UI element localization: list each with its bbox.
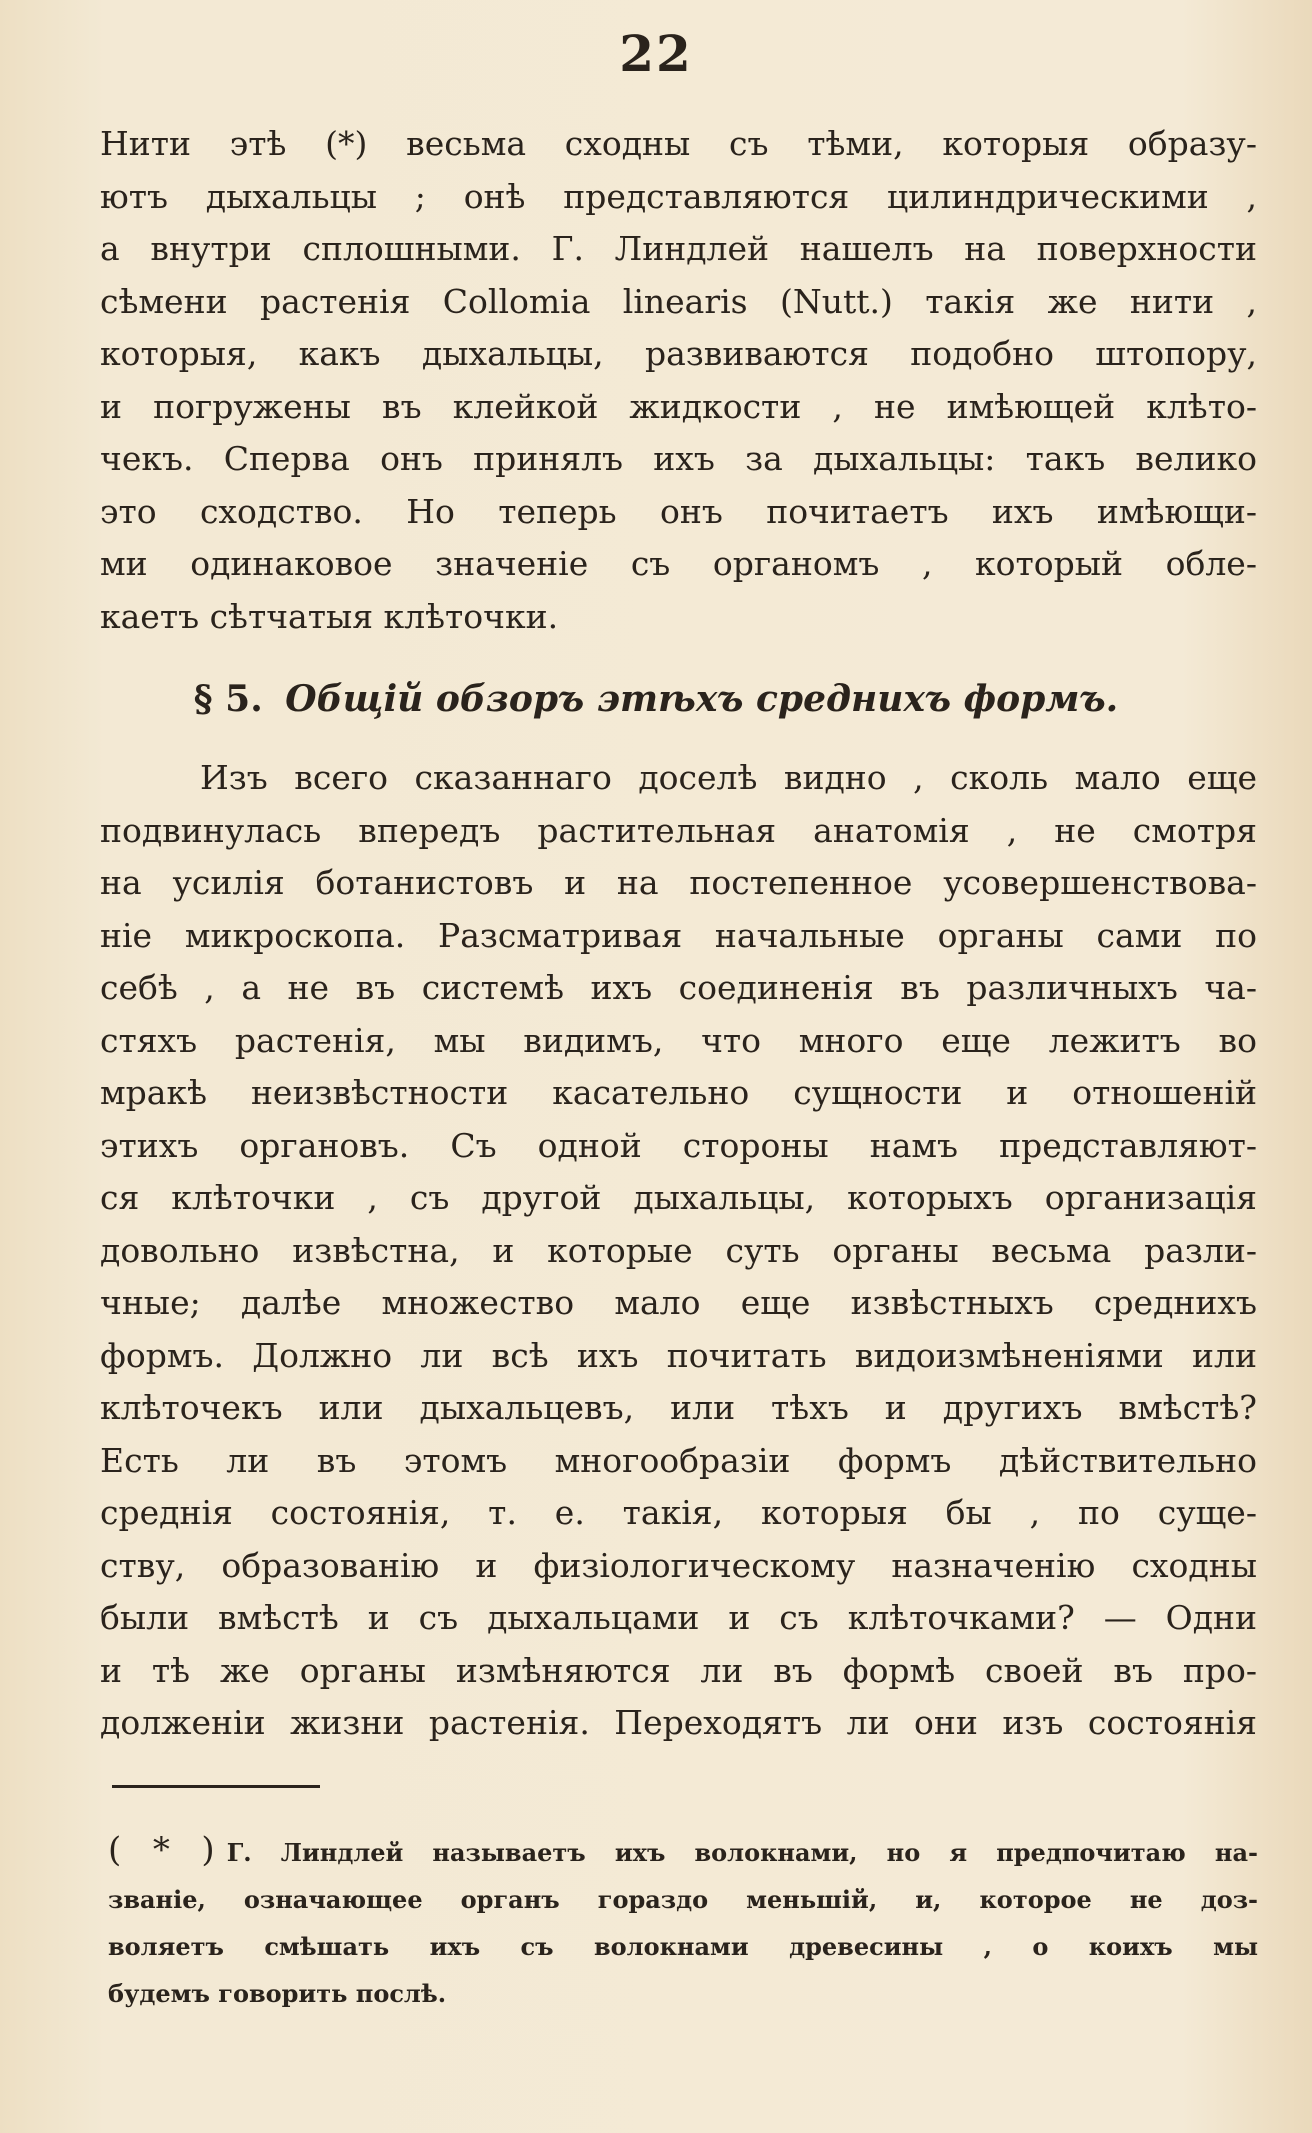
text-line: чекъ. Сперва онъ принялъ ихъ за дыхальцы: такъ велико (100, 439, 1257, 478)
text-line: ми одинаковое значеніе съ органомъ , который обле- (100, 544, 1257, 583)
text-line: этихъ органовъ. Съ одной стороны намъ представляют- (100, 1125, 1257, 1165)
section-number: § 5. (193, 678, 263, 720)
footnote (108, 1827, 1258, 2017)
paragraph-2 (100, 752, 1257, 1750)
footnote-marker: ( * ) (108, 1830, 215, 1870)
text-line: которыя, какъ дыхальцы, развиваются подобно штопору, (100, 334, 1257, 373)
section-title: Общій обзоръ этѣхъ среднихъ формъ. (285, 678, 1119, 720)
text-line: довольно извѣстна, и которые суть органы весьма разли- (100, 1230, 1257, 1270)
footnote-line-text: Г. Линдлей называетъ ихъ волокнами, но я предпочитаю на- (226, 1838, 1258, 1867)
text-line: а внутри сплошными. Г. Линдлей нашелъ на поверхности (100, 229, 1257, 268)
text-line: были вмѣстѣ и съ дыхальцами и съ клѣточками? — Одни (100, 1598, 1257, 1637)
text-line: чные; далѣе множество мало еще извѣстныхъ среднихъ (100, 1283, 1257, 1322)
text-line: Нити этѣ (*) весьма сходны съ тѣми, которыя образу- (100, 124, 1257, 163)
text-line: подвинулась впередъ растительная анатомія , не смотря (100, 810, 1257, 850)
text-line: формъ. Должно ли всѣ ихъ почитать видоизмѣненіями или (100, 1335, 1257, 1375)
text-line: Изъ всего сказаннаго доселѣ видно , сколь мало еще (200, 758, 1257, 797)
text-line: ся клѣточки , съ другой дыхальцы, которыхъ организація (100, 1178, 1257, 1217)
paragraph-1 (100, 118, 1257, 643)
text-line: сѣмени растенія Collomia linearis (Nutt.) такія же нити , (100, 281, 1257, 321)
section-heading (0, 678, 1312, 720)
text-line: Есть ли въ этомъ многообразіи формъ дѣйствительно (100, 1440, 1257, 1480)
page-number: 22 (619, 24, 693, 83)
text-line: среднія состоянія, т. е. такія, которыя бы , по суще- (100, 1493, 1257, 1532)
text-line: мракѣ неизвѣстности касательно сущности и отношеній (100, 1073, 1257, 1112)
footnote-line: званіе, означающее органъ гораздо меньшій, и, которое не доз- (108, 1885, 1258, 1914)
text-line: себѣ , а не въ системѣ ихъ соединенія въ различныхъ ча- (100, 968, 1257, 1007)
text-line: на усилія ботанистовъ и на постепенное усовершенствова- (100, 863, 1257, 902)
footnote-line: будемъ говорить послѣ. (108, 1979, 447, 2008)
text-line: и тѣ же органы измѣняются ли въ формѣ своей въ про- (100, 1650, 1257, 1690)
text-line: ству, образованію и физіологическому назначенію сходны (100, 1545, 1257, 1585)
footnote-line: воляетъ смѣшать ихъ съ волокнами древесины , о коихъ мы (108, 1932, 1258, 1961)
text-line: это сходство. Но теперь онъ почитаетъ ихъ имѣющи- (100, 491, 1257, 531)
footnote-line (108, 1827, 1258, 1876)
text-line: ютъ дыхальцы ; онѣ представляются цилиндрическими , (100, 176, 1257, 216)
text-line: и погружены въ клейкой жидкости , не имѣющей клѣто- (100, 386, 1257, 426)
footnote-divider (112, 1785, 320, 1788)
text-line: стяхъ растенія, мы видимъ, что много еще лежитъ во (100, 1020, 1257, 1060)
text-line-last: каетъ сѣтчатыя клѣточки. (100, 596, 559, 636)
text-line: клѣточекъ или дыхальцевъ, или тѣхъ и другихъ вмѣстѣ? (100, 1388, 1257, 1427)
text-line: ніе микроскопа. Разсматривая начальные органы сами по (100, 915, 1257, 955)
text-line: долженіи жизни растенія. Переходятъ ли они изъ состоянія (100, 1703, 1257, 1742)
